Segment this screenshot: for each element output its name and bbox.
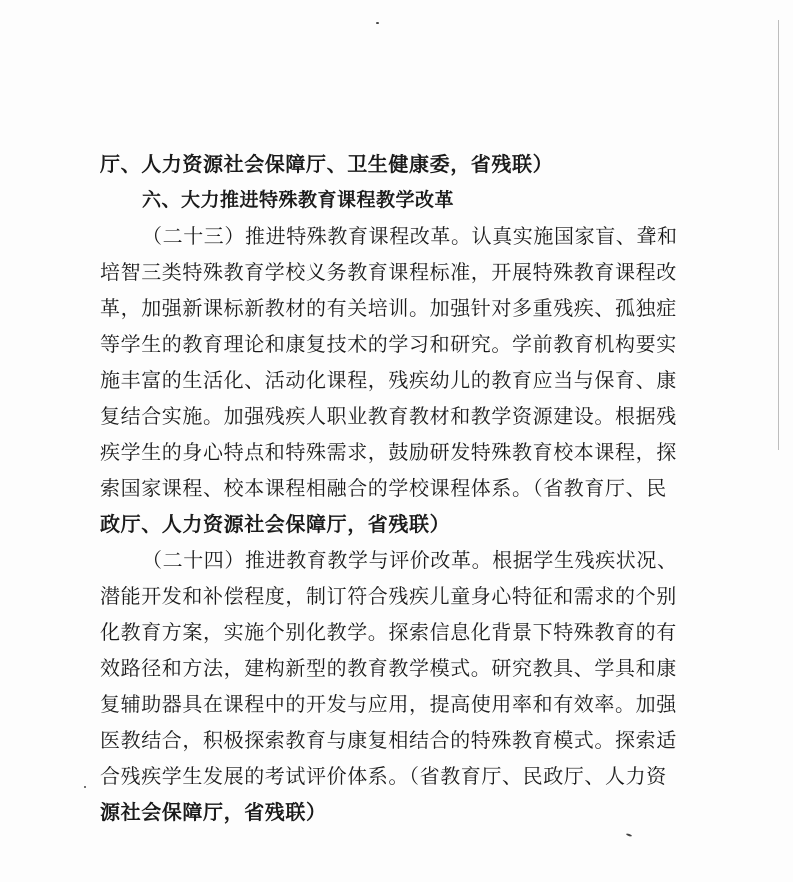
paragraph-line: 合残疾学生发展的考试评价体系。（省教育厅、民政厅、人力资 bbox=[100, 764, 667, 788]
paragraph-23 bbox=[100, 218, 690, 542]
scan-edge-line bbox=[778, 20, 779, 450]
paragraph-line: 复辅助器具在课程中的开发与应用，提高使用率和有效率。加强 bbox=[100, 692, 677, 716]
paragraph-line: 复结合实施。加强残疾人职业教育教材和教学资源建设。根据残 bbox=[100, 404, 677, 428]
paragraph-line: （二十四）推进教育教学与评价改革。根据学生残疾状况、 bbox=[142, 548, 678, 572]
paragraph-line: 疾学生的身心特点和特殊需求，鼓励研发特殊教育校本课程，探 bbox=[100, 440, 677, 464]
paragraph-24 bbox=[100, 542, 690, 830]
paragraph-line: 化教育方案，实施个别化教学。探索信息化背景下特殊教育的有 bbox=[100, 620, 677, 644]
paragraph-line: 政厅、人力资源社会保障厅，省残联） bbox=[100, 512, 451, 536]
paragraph-line: 医教结合，积极探索教育与康复相结合的特殊教育模式。探索适 bbox=[100, 728, 677, 752]
paragraph-line: 索国家课程、校本课程相融合的学校课程体系。（省教育厅、民 bbox=[100, 476, 667, 500]
paragraph-line: 培智三类特殊教育学校义务教育课程标准，开展特殊教育课程改 bbox=[100, 260, 677, 284]
document-body bbox=[100, 146, 690, 830]
paragraph-line: 效路径和方法，建构新型的教育教学模式。研究教具、学具和康 bbox=[100, 656, 677, 680]
paragraph-line: 革，加强新课标新教材的有关培训。加强针对多重残疾、孤独症 bbox=[100, 296, 677, 320]
paragraph-line: （二十三）推进特殊教育课程改革。认真实施国家盲、聋和 bbox=[142, 224, 678, 248]
continuation-line: 厅、人力资源社会保障厅、卫生健康委，省残联） bbox=[100, 152, 554, 176]
paragraph-line: 等学生的教育理论和康复技术的学习和研究。学前教育机构要实 bbox=[100, 332, 677, 356]
scan-speck bbox=[84, 786, 86, 788]
paragraph-line: 潜能开发和补偿程度，制订符合残疾儿童身心特征和需求的个别 bbox=[100, 584, 677, 608]
scan-speck bbox=[626, 833, 632, 837]
section-heading: 六、大力推进特殊教育课程教学改革 bbox=[142, 189, 455, 211]
paragraph-line: 源社会保障厅，省残联） bbox=[100, 800, 327, 824]
scan-speck bbox=[376, 22, 379, 24]
paragraph-line: 施丰富的生活化、活动化课程，残疾幼儿的教育应当与保育、康 bbox=[100, 368, 677, 392]
